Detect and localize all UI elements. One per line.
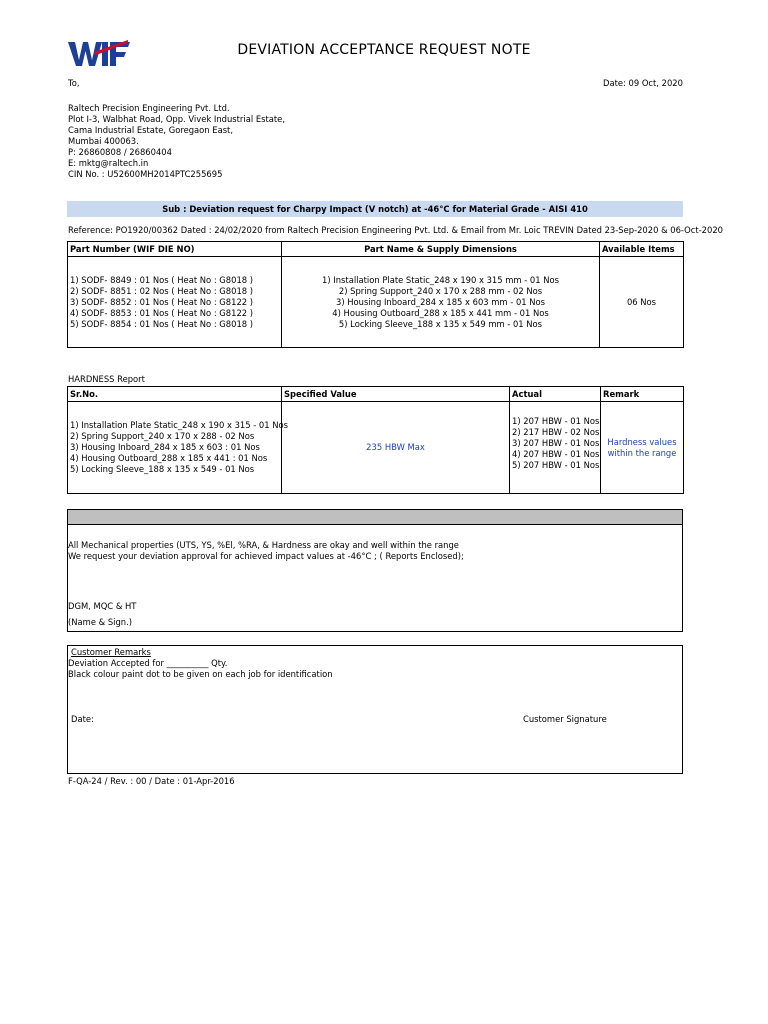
actual-value: 3) 207 HBW - 01 Nos xyxy=(512,438,600,448)
hardness-item: 2) Spring Support_240 x 170 x 288 - 02 Nos xyxy=(70,431,255,441)
remark-line: within the range xyxy=(607,447,677,458)
part-name: 3) Housing Inboard_284 x 185 x 603 mm - 01 Nos xyxy=(335,296,546,307)
address-line: Plot I-3, Walbhat Road, Opp. Vivek Industrial Estate, xyxy=(68,114,285,124)
specified-value-cell: 235 HBW Max xyxy=(282,402,510,494)
part-name: 5) Locking Sleeve_188 x 135 x 549 mm - 01 Nos xyxy=(338,318,543,329)
identification-note: Black colour paint dot to be given on each job for identification xyxy=(68,669,333,679)
table-row xyxy=(68,257,684,348)
address-line: Raltech Precision Engineering Pvt. Ltd. xyxy=(68,103,230,113)
col-header-actual: Actual xyxy=(510,387,601,402)
hardness-item: 5) Locking Sleeve_188 x 135 x 549 - 01 Nos xyxy=(70,464,255,474)
hardness-items-cell xyxy=(68,402,288,494)
part-number: 4) SODF- 8853 : 01 Nos ( Heat No : G8122 ) xyxy=(70,307,254,318)
part-name: 4) Housing Outboard_288 x 185 x 441 mm - 01 Nos xyxy=(332,307,549,318)
customer-date-label: Date: xyxy=(71,714,94,724)
table-header-row xyxy=(68,242,684,257)
address-line: Mumbai 400063. xyxy=(68,136,139,146)
address-line: Cama Industrial Estate, Goregaon East, xyxy=(68,125,234,135)
signatory: DGM, MQC & HT xyxy=(68,601,137,611)
col-header-sr-no: Sr.No. xyxy=(68,387,282,402)
col-header-part-name: Part Name & Supply Dimensions xyxy=(282,242,600,257)
actual-values-cell xyxy=(510,402,601,494)
available-items-cell: 06 Nos xyxy=(600,257,684,348)
customer-signature-label: Customer Signature xyxy=(523,714,607,724)
reference-line: Reference: PO1920/00362 Dated : 24/02/2020 from Raltech Precision Engineering Pvt. Ltd. & Email from Mr. Loic TREVIN Dated 23-Sep-2020 & 06-Oct-2020 xyxy=(68,225,723,235)
part-name-cell xyxy=(282,257,600,348)
part-name: 1) Installation Plate Static_248 x 190 x 315 mm - 01 Nos xyxy=(322,274,559,285)
document-date: Date: 09 Oct, 2020 xyxy=(603,78,683,88)
parts-table xyxy=(67,241,684,348)
statement-line: All Mechanical properties (UTS, YS, %El, %RA, & Hardness are okay and well within the range xyxy=(68,540,459,550)
part-number: 2) SODF- 8851 : 02 Nos ( Heat No : G8018 ) xyxy=(70,285,254,296)
table-header-row xyxy=(68,387,684,402)
to-label: To, xyxy=(68,78,80,88)
hardness-report-label: HARDNESS Report xyxy=(68,374,145,384)
part-number: 3) SODF- 8852 : 01 Nos ( Heat No : G8122 ) xyxy=(70,296,254,307)
col-header-specified: Specified Value xyxy=(282,387,510,402)
actual-value: 5) 207 HBW - 01 Nos xyxy=(512,460,600,470)
part-number: 5) SODF- 8854 : 01 Nos ( Heat No : G8018 ) xyxy=(70,318,254,329)
col-header-available: Available Items xyxy=(600,242,684,257)
address-line: E: mktg@raltech.in xyxy=(68,158,149,168)
actual-value: 4) 207 HBW - 01 Nos xyxy=(512,449,600,459)
hardness-item: 1) Installation Plate Static_248 x 190 x 315 - 01 Nos xyxy=(70,420,288,430)
subject-bar: Sub : Deviation request for Charpy Impact (V notch) at -46°C for Material Grade - AISI 410 xyxy=(67,201,683,217)
hardness-item: 3) Housing Inboard_284 x 185 x 603 : 01 Nos xyxy=(70,442,260,452)
address-line: P: 26860808 / 26860404 xyxy=(68,147,172,157)
actual-value: 1) 207 HBW - 01 Nos xyxy=(512,416,600,426)
hardness-table xyxy=(67,386,684,494)
statement-header-bar xyxy=(67,509,683,525)
part-number-cell xyxy=(68,257,282,348)
name-sign-label: (Name & Sign.) xyxy=(68,617,133,627)
remark-cell xyxy=(601,402,684,494)
address-line: CIN No. : U52600MH2014PTC255695 xyxy=(68,169,223,179)
statement-box xyxy=(67,509,683,632)
recipient-address xyxy=(68,103,285,180)
col-header-part-number: Part Number (WIF DIE NO) xyxy=(68,242,282,257)
remark-line: Hardness values xyxy=(607,436,677,447)
statement-line: We request your deviation approval for achieved impact values at -46°C ; ( Reports Enclosed); xyxy=(68,551,464,561)
col-header-remark: Remark xyxy=(601,387,684,402)
part-name: 2) Spring Support_240 x 170 x 288 mm - 02 Nos xyxy=(338,285,543,296)
hardness-item: 4) Housing Outboard_288 x 185 x 441 : 01 Nos xyxy=(70,453,268,463)
part-number: 1) SODF- 8849 : 01 Nos ( Heat No : G8018 ) xyxy=(70,274,254,285)
document-title: DEVIATION ACCEPTANCE REQUEST NOTE xyxy=(237,42,531,58)
form-footer: F-QA-24 / Rev. : 00 / Date : 01-Apr-2016 xyxy=(68,776,235,786)
customer-remarks-title: Customer Remarks xyxy=(71,647,151,657)
table-row xyxy=(68,402,684,494)
actual-value: 2) 217 HBW - 02 Nos xyxy=(512,427,600,437)
deviation-accepted-line: Deviation Accepted for __________ Qty. xyxy=(68,658,228,668)
